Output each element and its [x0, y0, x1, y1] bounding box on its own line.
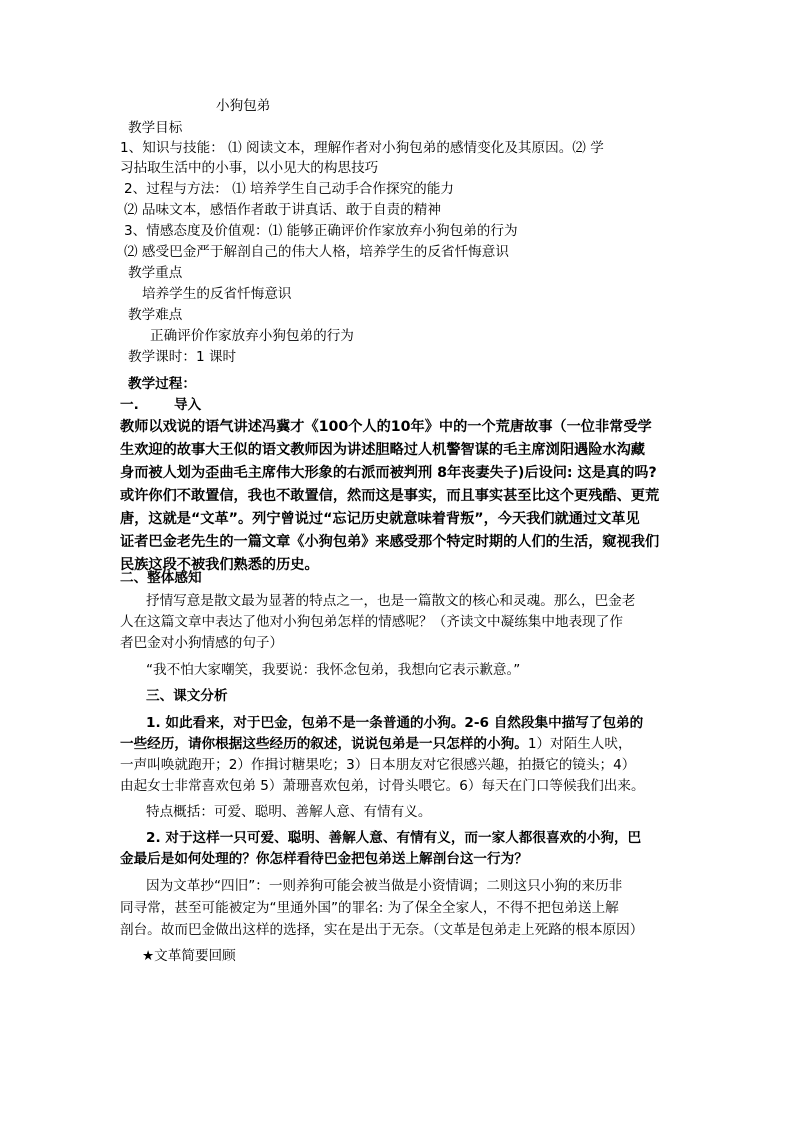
intro-line-5: 唐，这就是“文革”。列宁曾说过“忘记历史就意味着背叛”，今天我们就通过文革见 [120, 511, 640, 527]
answer-1-line-2: 由起女士非常喜欢包弟 5）萧珊喜欢包弟，讨骨头喂它。6）每天在门口等候我们出来。 [120, 778, 645, 794]
question-1-answer-start: 1）对陌生人吠， [527, 736, 632, 752]
quote: “我不怕大家嘲笑，我要说：我怀念包弟，我想向它表示歉意。” [146, 662, 521, 678]
goals-heading: 教学目标 [128, 120, 183, 136]
answer-2-line-1: 因为文革抄“四旧”：一则养狗可能会被当做是小资情调；二则这只小狗的来历非 [146, 878, 623, 894]
difficulty-heading: 教学难点 [128, 307, 183, 323]
intro-line-3: 身而被人划为歪曲毛主席伟大形象的右派而被判刑 8年丧妻失子)后设问: 这是真的吗? [120, 465, 657, 481]
goals-line-6: ⑵ 感受巴金严于解剖自己的伟大人格，培养学生的反省忏悔意识 [124, 244, 509, 260]
answer-2-line-2: 同寻常，甚至可能被定为“里通外国”的罪名: 为了保全全家人，不得不把包弟送上解 [120, 900, 619, 916]
traits-summary: 特点概括：可爱、聪明、善解人意、有情有义。 [146, 804, 432, 820]
section-2-line-2: 人在这篇文章中表达了他对小狗包弟怎样的情感呢？（齐读文中凝练集中地表现了作 [120, 614, 623, 630]
goals-line-2: 习拈取生活中的小事，以小见大的构思技巧 [120, 160, 379, 176]
question-2-line-2: 金最后是如何处理的？你怎样看待巴金把包弟送上解剖台这一行为？ [120, 851, 528, 867]
focus-heading: 教学重点 [128, 265, 183, 281]
difficulty-text: 正确评价作家放弃小狗包弟的行为 [150, 328, 354, 344]
section-2-line-1: 抒情写意是散文最为显著的特点之一，也是一篇散文的核心和灵魂。那么，巴金老 [146, 593, 636, 609]
intro-line-2: 生欢迎的故事大王似的语文教师因为讲述胆略过人机警智谋的毛主席浏阳遇险水沟藏 [120, 442, 645, 458]
goals-line-5: 3、情感态度及价值观：⑴ 能够正确评价作家放弃小狗包弟的行为 [124, 223, 518, 239]
focus-text: 培养学生的反省忏悔意识 [142, 286, 292, 302]
question-1-line-1: 1. 如此看来，对于巴金，包弟不是一条普通的小狗。2-6 自然段集中描写了包弟的 [146, 715, 644, 731]
intro-line-6: 证者巴金老先生的一篇文章《小狗包弟》来感受那个特定时期的人们的生活，窥视我们 [120, 534, 660, 550]
question-1-line-2 [120, 734, 632, 754]
process-heading: 教学过程： [128, 376, 196, 392]
answer-2-line-3: 剖台。故而巴金做出这样的选择，实在是出于无奈。（文革是包弟走上死路的根本原因） [120, 922, 644, 938]
class-hours: 教学课时：1 课时 [128, 349, 237, 365]
goals-line-4: ⑵ 品味文本，感悟作者敢于讲真话、敢于自责的精神 [124, 202, 441, 218]
section-1-title: 导入 [174, 397, 202, 413]
answer-1-line-1: 一声叫唤就跑开；2）作揖讨糖果吃；3）日本朋友对它很感兴趣，拍摄它的镜头；4） [120, 757, 636, 773]
intro-line-7: 民族这段不被我们熟悉的历史。 [120, 557, 319, 573]
goals-line-3: 2、过程与方法： ⑴ 培养学生自己动手合作探究的能力 [124, 181, 454, 197]
section-3-title: 三、课文分析 [146, 688, 228, 704]
question-1-line-2-bold: 一些经历，请你根据这些经历的叙述，说说包弟是一只怎样的小狗。 [120, 736, 528, 752]
question-2-line-1: 2. 对于这样一只可爱、聪明、善解人意、有情有义，而一家人都很喜欢的小狗，巴 [146, 830, 642, 846]
section-2-line-3: 者巴金对小狗情感的句子） [120, 635, 284, 651]
intro-line-4: 或许你们不敢置信，我也不敢置信，然而这是事实，而且事实甚至比这个更残酷、更荒 [120, 488, 660, 504]
section-2-title: 二、整体感知 [120, 570, 202, 586]
section-1-number: 一. [120, 397, 139, 413]
document-title: 小狗包弟 [216, 98, 271, 114]
goals-line-1: 1、知识与技能： ⑴ 阅读文本，理解作者对小狗包弟的感情变化及其原因。⑵ 学 [120, 140, 604, 156]
review-heading: ★文革简要回顾 [142, 948, 236, 964]
intro-line-1: 教师以戏说的语气讲述冯冀才《100个人的10年》中的一个荒唐故事（一位非常受学 [120, 419, 652, 435]
